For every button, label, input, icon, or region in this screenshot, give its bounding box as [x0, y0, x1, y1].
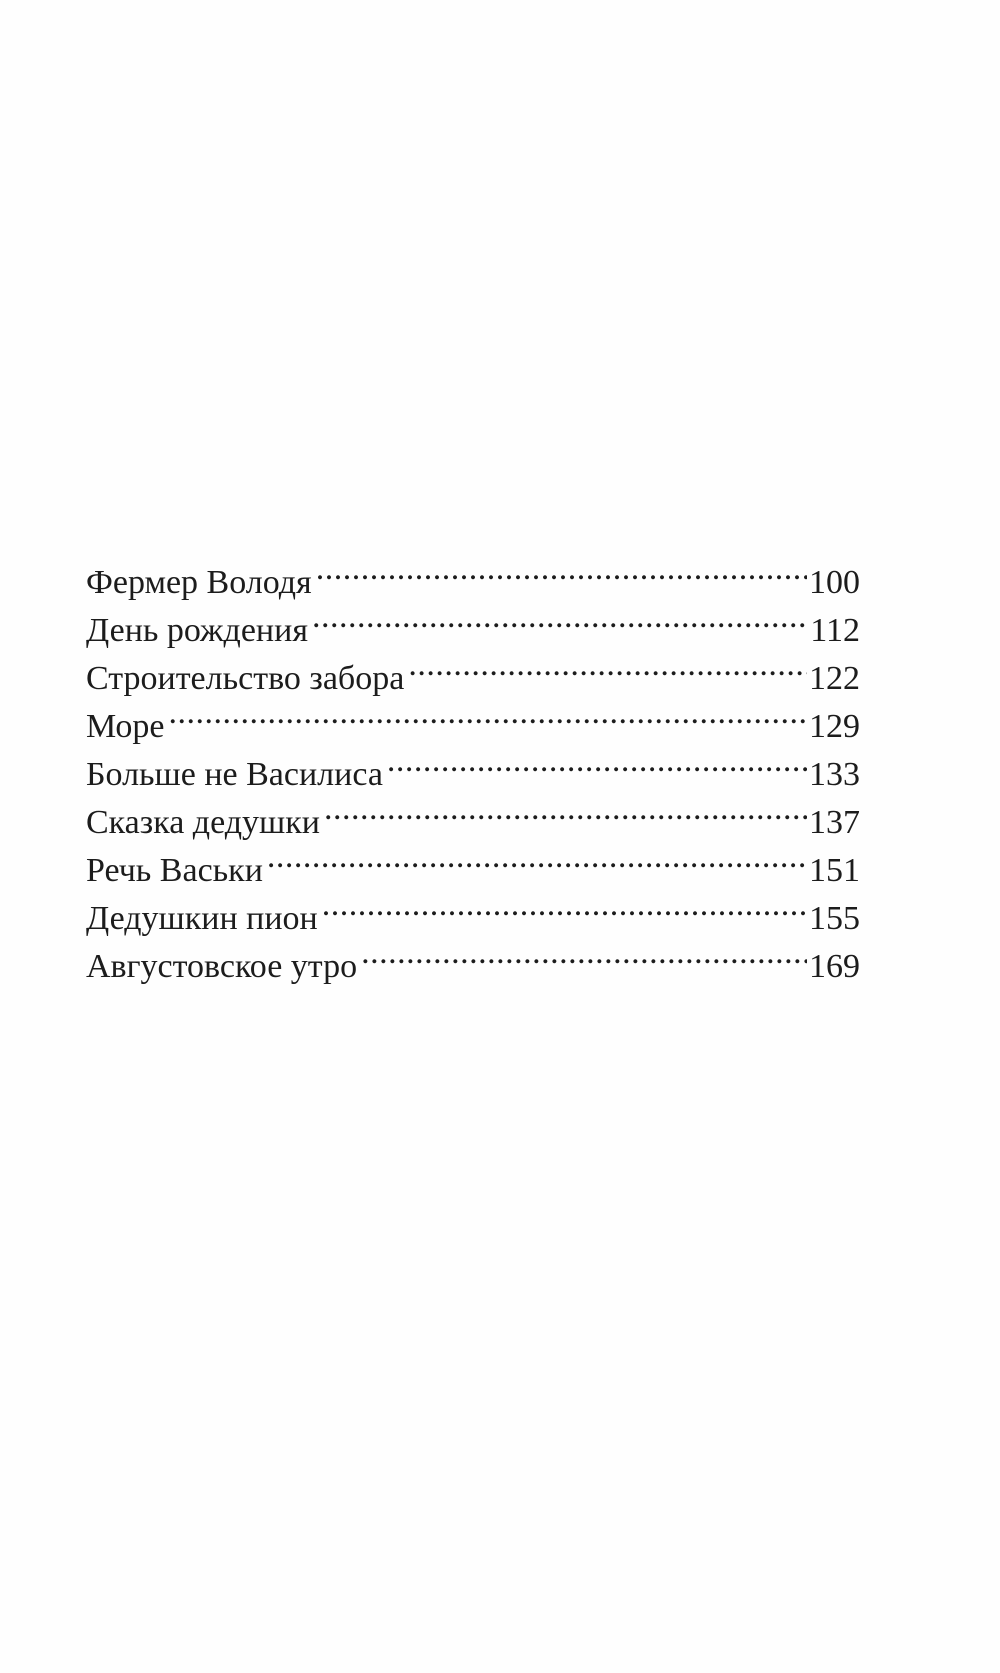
toc-entry-page: 112 — [810, 612, 860, 649]
dot-leader — [322, 881, 807, 929]
dot-leader — [324, 785, 807, 833]
toc-entry-title: Строительство забора — [86, 660, 405, 697]
toc-entry-page: 122 — [809, 660, 860, 697]
toc-entry-page: 137 — [809, 804, 860, 841]
toc-entry-page: 129 — [809, 708, 860, 745]
toc-entry-title: Сказка дедушки — [86, 804, 320, 841]
toc-entry-title: Море — [86, 708, 165, 745]
toc-entry-title: День рождения — [86, 612, 308, 649]
toc-entry-page: 151 — [809, 852, 860, 889]
toc-entry-title: Августовское утро — [86, 948, 358, 985]
dot-leader — [168, 689, 807, 737]
toc-entry — [86, 545, 860, 601]
toc-entry-page: 155 — [809, 900, 860, 937]
toc-entry — [86, 689, 860, 745]
toc-entry-title: Речь Васьки — [86, 852, 263, 889]
toc-entry-title: Больше не Василиса — [86, 756, 383, 793]
dot-leader — [267, 833, 807, 881]
toc-entry-page: 100 — [809, 564, 860, 601]
dot-leader — [387, 737, 807, 785]
dot-leader — [312, 593, 808, 641]
toc-entry-page: 169 — [809, 948, 860, 985]
dot-leader — [408, 641, 807, 689]
toc-entry-title: Дедушкин пион — [86, 900, 318, 937]
toc-entry-page: 133 — [809, 756, 860, 793]
table-of-contents — [86, 545, 860, 985]
toc-entry — [86, 737, 860, 793]
dot-leader — [316, 545, 807, 593]
toc-entry-title: Фермер Володя — [86, 564, 312, 601]
dot-leader — [361, 929, 807, 977]
